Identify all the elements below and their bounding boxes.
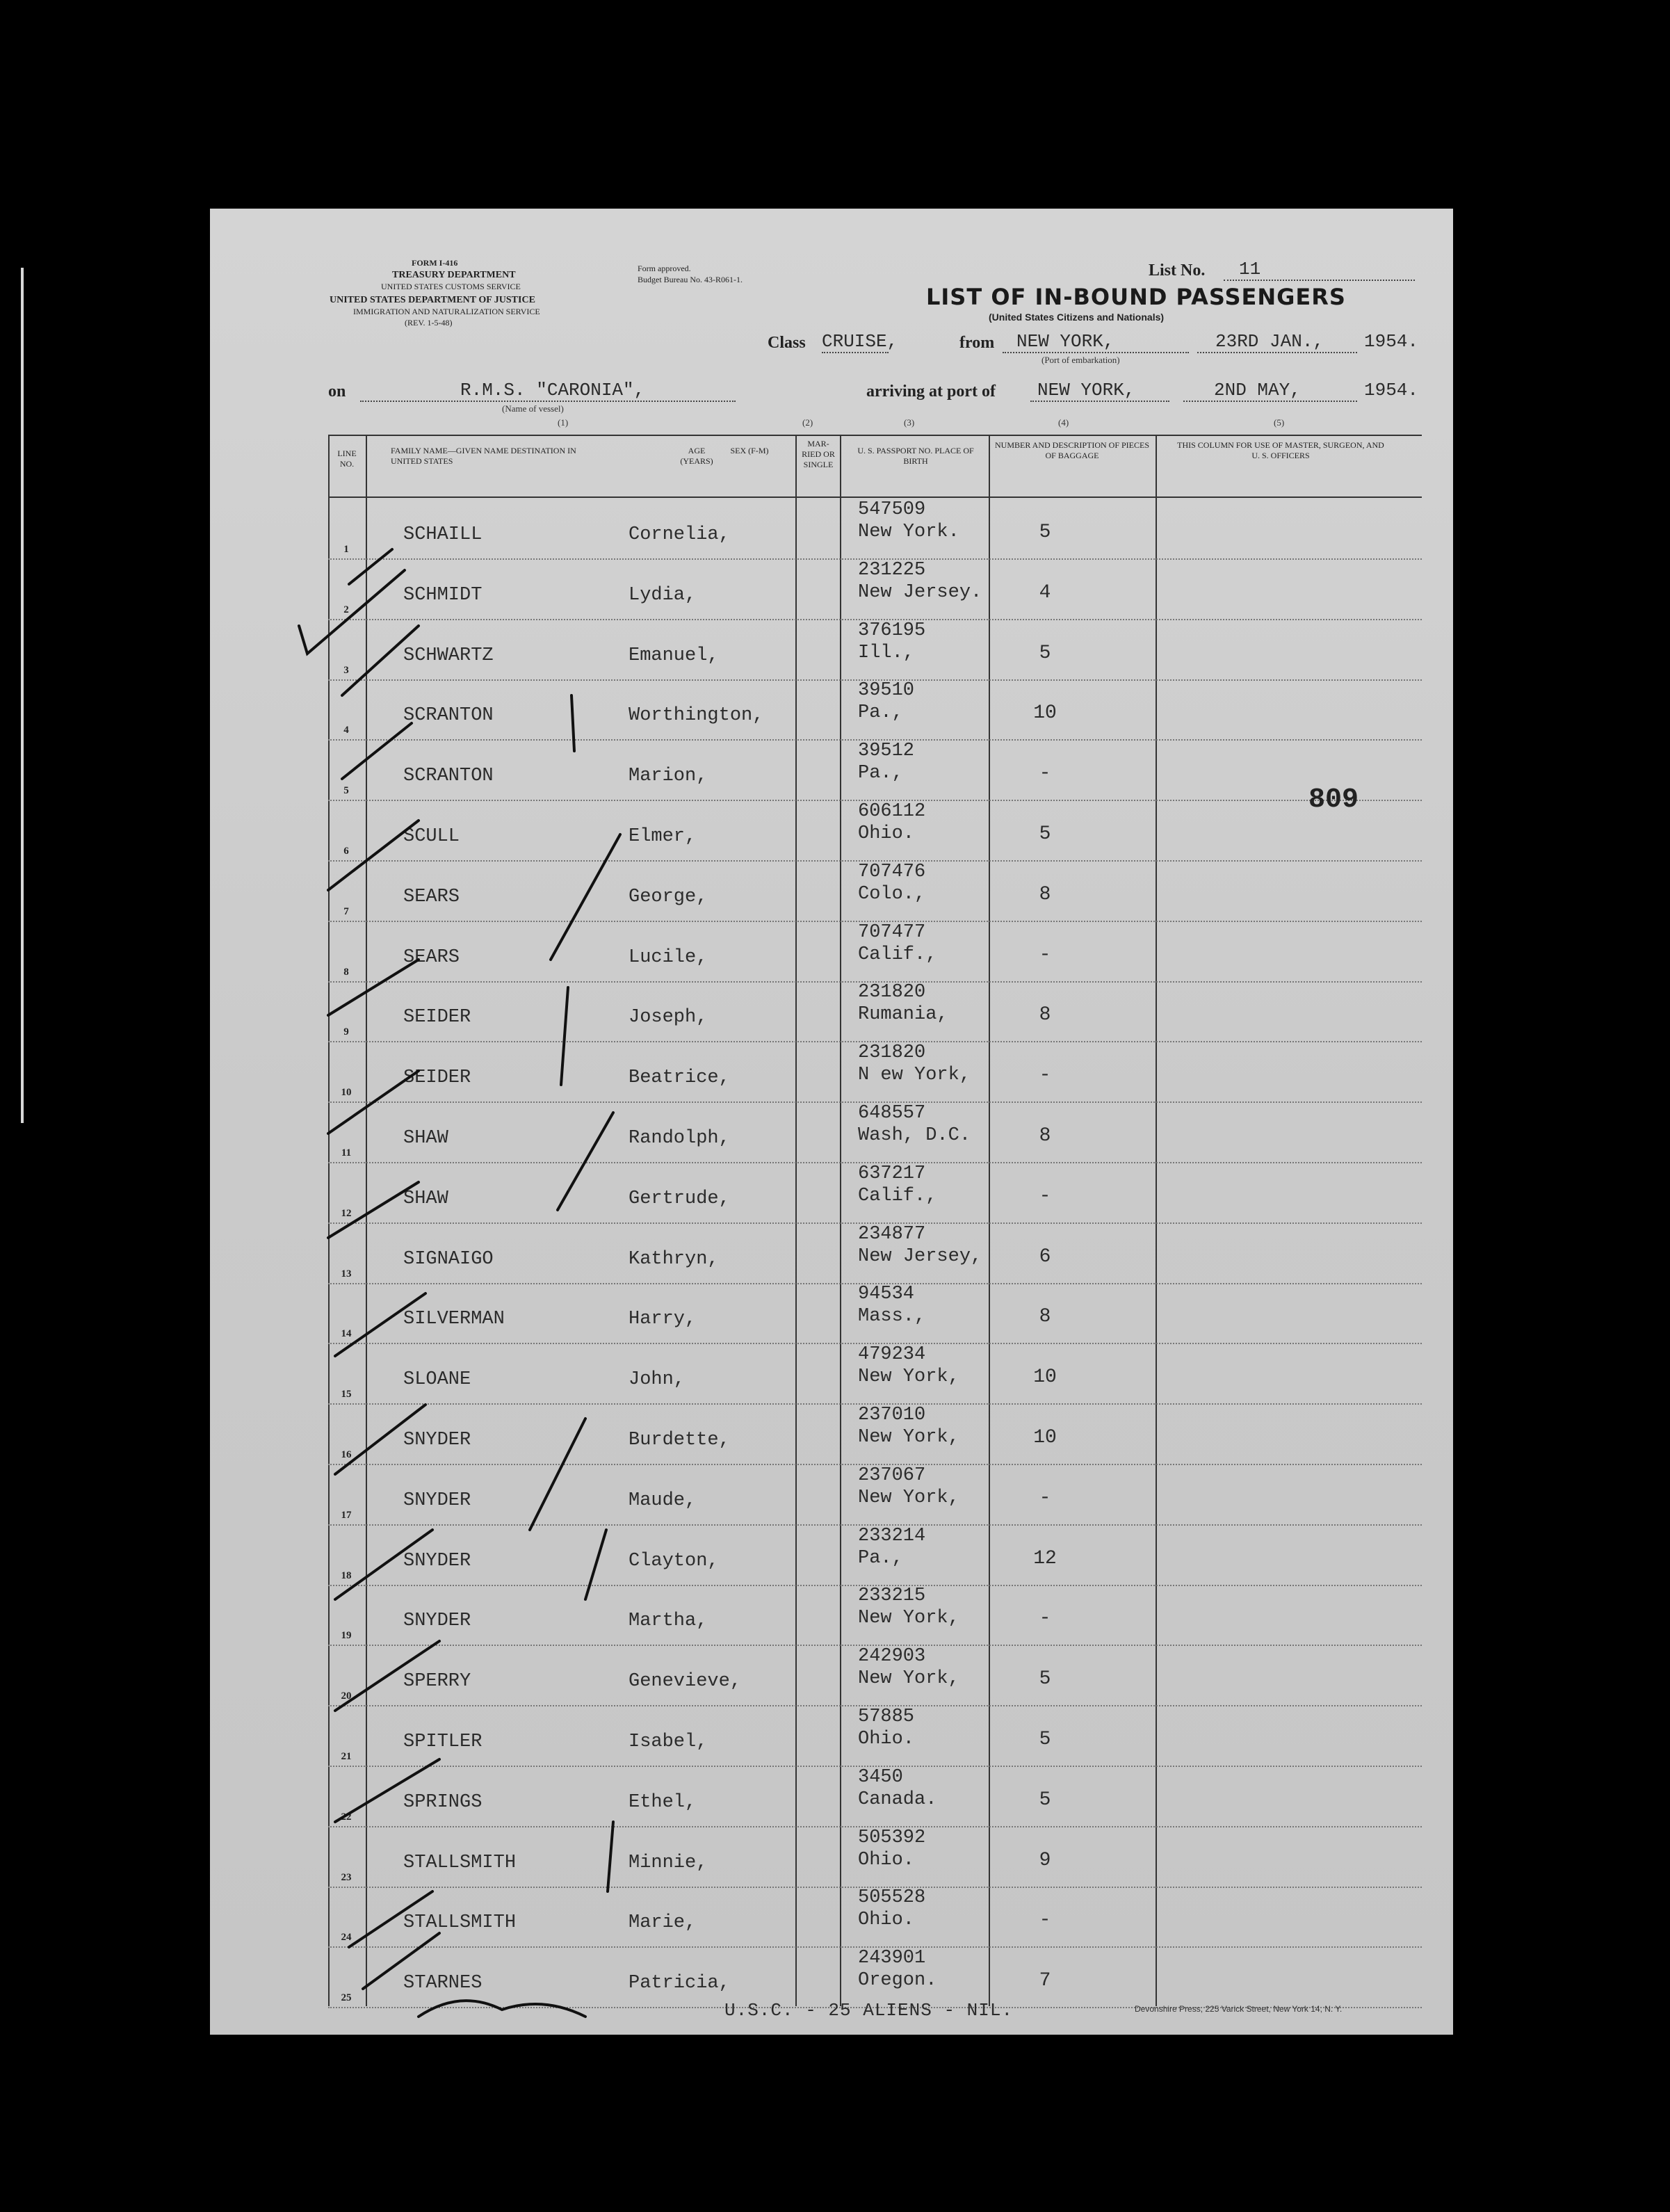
baggage-count: - bbox=[1039, 1487, 1051, 1509]
col-header-baggage: NUMBER AND DESCRIPTION OF PIECES OF BAGGAGE bbox=[994, 440, 1150, 460]
baggage-count: 5 bbox=[1039, 1668, 1051, 1690]
baggage-count: - bbox=[1039, 1608, 1051, 1630]
col-header-sex: SEX (F-M) bbox=[730, 446, 769, 455]
family-name: SNYDER bbox=[403, 1430, 471, 1451]
place-of-birth: Calif., bbox=[858, 944, 937, 965]
family-name: SEARS bbox=[403, 886, 460, 907]
table-row bbox=[328, 1645, 1422, 1706]
family-name: SNYDER bbox=[403, 1550, 471, 1572]
passport-number: 505392 bbox=[858, 1827, 926, 1848]
baggage-count: - bbox=[1039, 944, 1051, 966]
baggage-count: - bbox=[1039, 1065, 1051, 1087]
passport-number: 233214 bbox=[858, 1525, 926, 1547]
line-number: 23 bbox=[341, 1871, 352, 1883]
passport-number: 231225 bbox=[858, 559, 926, 581]
place-of-birth: New York. bbox=[858, 522, 959, 542]
passport-number: 707476 bbox=[858, 861, 926, 882]
list-no-label: List No. bbox=[1149, 261, 1206, 280]
given-name: John, bbox=[629, 1369, 686, 1391]
given-name: Minnie, bbox=[629, 1852, 708, 1873]
family-name: SPERRY bbox=[403, 1671, 471, 1693]
given-name: Ethel, bbox=[629, 1791, 697, 1813]
passport-number: 39512 bbox=[858, 741, 915, 762]
col-header-name: FAMILY NAME—GIVEN NAME DESTINATION IN UNITED STATES bbox=[391, 446, 576, 466]
passenger-table bbox=[328, 435, 1422, 2006]
line-number: 16 bbox=[341, 1449, 352, 1460]
form-approved: Form approved. bbox=[638, 264, 691, 273]
revision: (REV. 1-5-48) bbox=[405, 318, 453, 328]
depart-date: 23RD JAN., bbox=[1215, 331, 1324, 352]
ins-service: IMMIGRATION AND NATURALIZATION SERVICE bbox=[353, 307, 540, 316]
given-name: Kathryn, bbox=[629, 1248, 719, 1270]
col-header-age: AGE (YEARS) bbox=[680, 446, 713, 466]
form-number: FORM I-416 bbox=[412, 258, 458, 268]
baggage-count: 10 bbox=[1033, 1366, 1057, 1389]
col-header-line-no: LINE NO. bbox=[337, 449, 357, 469]
totals-line: U.S.C. - 25 ALIENS - NIL. bbox=[724, 2000, 1014, 2021]
passport-number: 242903 bbox=[858, 1646, 926, 1668]
place-of-birth: Ohio. bbox=[858, 823, 915, 844]
passport-number: 243901 bbox=[858, 1948, 926, 1969]
passport-number: 707477 bbox=[858, 921, 926, 943]
place-of-birth: New York, bbox=[858, 1366, 959, 1388]
printer-imprint: Devonshire Press, 225 Varick Street, New York 14, N. Y. bbox=[1135, 2004, 1343, 2014]
family-name: SHAW bbox=[403, 1128, 448, 1149]
baggage-count: 5 bbox=[1039, 1789, 1051, 1811]
line-number: 20 bbox=[341, 1690, 352, 1702]
depart-year: 1954. bbox=[1364, 331, 1419, 352]
place-of-birth: Oregon. bbox=[858, 1970, 937, 1992]
table-row bbox=[328, 1282, 1422, 1344]
given-name: Elmer, bbox=[629, 826, 697, 847]
table-row bbox=[328, 1464, 1422, 1526]
from-line bbox=[1003, 352, 1189, 353]
family-name: SCULL bbox=[403, 826, 460, 847]
baggage-count: 5 bbox=[1039, 1729, 1051, 1750]
line-number: 11 bbox=[341, 1147, 352, 1159]
baggage-count: - bbox=[1039, 763, 1051, 785]
given-name: Worthington, bbox=[629, 705, 764, 727]
passport-number: 237010 bbox=[858, 1405, 926, 1426]
table-row bbox=[328, 558, 1422, 620]
passport-number: 637217 bbox=[858, 1163, 926, 1184]
family-name: SCHAILL bbox=[403, 524, 483, 545]
line-number: 4 bbox=[343, 725, 349, 736]
family-name: SIGNAIGO bbox=[403, 1248, 494, 1270]
table-row bbox=[328, 1766, 1422, 1827]
place-of-birth: New York, bbox=[858, 1427, 959, 1448]
place-of-birth: Calif., bbox=[858, 1185, 937, 1206]
stamped-number: 809 bbox=[1308, 784, 1359, 816]
col-num-2: (2) bbox=[802, 417, 813, 428]
line-number: 21 bbox=[341, 1751, 352, 1762]
col-num-1: (1) bbox=[558, 417, 569, 428]
passport-number: 233215 bbox=[858, 1585, 926, 1607]
baggage-count: - bbox=[1039, 1910, 1051, 1932]
family-name: SCRANTON bbox=[403, 705, 494, 727]
table-row bbox=[328, 1162, 1422, 1224]
passport-number: 237067 bbox=[858, 1464, 926, 1486]
place-of-birth: New York, bbox=[858, 1668, 959, 1690]
family-name: SEIDER bbox=[403, 1007, 471, 1028]
from-value: NEW YORK, bbox=[1016, 331, 1114, 352]
list-no-line bbox=[1224, 280, 1415, 281]
family-name: SHAW bbox=[403, 1188, 448, 1209]
given-name: Beatrice, bbox=[629, 1067, 730, 1089]
vessel-name: R.M.S. "CARONIA", bbox=[460, 380, 645, 401]
baggage-count: 4 bbox=[1039, 581, 1051, 604]
line-number: 9 bbox=[343, 1026, 349, 1038]
baggage-count: 5 bbox=[1039, 642, 1051, 664]
given-name: Martha, bbox=[629, 1610, 708, 1632]
table-row bbox=[328, 1403, 1422, 1465]
given-name: Harry, bbox=[629, 1309, 697, 1330]
place-of-birth: N ew York, bbox=[858, 1065, 971, 1086]
line-number: 7 bbox=[343, 905, 349, 917]
line-number: 8 bbox=[343, 966, 349, 978]
line-number: 6 bbox=[343, 846, 349, 857]
col-num-4: (4) bbox=[1058, 417, 1069, 428]
place-of-birth: Pa., bbox=[858, 763, 903, 784]
family-name: SPITLER bbox=[403, 1731, 483, 1752]
place-of-birth: New York, bbox=[858, 1487, 959, 1508]
baggage-count: 5 bbox=[1039, 522, 1051, 543]
passport-number: 648557 bbox=[858, 1103, 926, 1124]
budget-bureau: Budget Bureau No. 43-R061-1. bbox=[638, 275, 743, 284]
film-edge-line bbox=[21, 268, 24, 1123]
passport-number: 547509 bbox=[858, 499, 926, 520]
vessel-line bbox=[360, 401, 736, 402]
line-number: 3 bbox=[343, 664, 349, 676]
depart-date-line bbox=[1197, 352, 1357, 353]
place-of-birth: Pa., bbox=[858, 1547, 903, 1569]
place-of-birth: New Jersey, bbox=[858, 1245, 982, 1267]
table-row bbox=[328, 1222, 1422, 1284]
place-of-birth: Mass., bbox=[858, 1306, 926, 1327]
line-number: 13 bbox=[341, 1268, 352, 1279]
given-name: Gertrude, bbox=[629, 1188, 730, 1209]
passport-number: 3450 bbox=[858, 1766, 903, 1788]
col-header-officers: THIS COLUMN FOR USE OF MASTER, SURGEON, AND U. S. OFFICERS bbox=[1177, 440, 1384, 460]
table-row bbox=[328, 498, 1422, 560]
line-number: 10 bbox=[341, 1087, 352, 1099]
given-name: Emanuel, bbox=[629, 645, 719, 666]
table-row bbox=[328, 980, 1422, 1042]
given-name: Joseph, bbox=[629, 1007, 708, 1028]
given-name: George, bbox=[629, 886, 708, 907]
baggage-count: 8 bbox=[1039, 1125, 1051, 1147]
place-of-birth: New York, bbox=[858, 1608, 959, 1629]
passport-number: 505528 bbox=[858, 1887, 926, 1909]
arrive-date-line bbox=[1183, 401, 1357, 402]
line-number: 19 bbox=[341, 1630, 352, 1642]
justice-dept: UNITED STATES DEPARTMENT OF JUSTICE bbox=[330, 295, 535, 305]
family-name: SCHMIDT bbox=[403, 584, 483, 606]
given-name: Randolph, bbox=[629, 1128, 730, 1149]
place-of-birth: Ohio. bbox=[858, 1729, 915, 1750]
given-name: Genevieve, bbox=[629, 1671, 742, 1693]
form-sheet bbox=[210, 209, 1453, 2035]
table-row bbox=[328, 739, 1422, 801]
baggage-count: 7 bbox=[1039, 1970, 1051, 1992]
given-name: Lucile, bbox=[629, 946, 708, 968]
baggage-count: 6 bbox=[1039, 1245, 1051, 1268]
baggage-count: 9 bbox=[1039, 1849, 1051, 1871]
family-name: STARNES bbox=[403, 1973, 483, 1994]
table-row bbox=[328, 1101, 1422, 1163]
line-number: 14 bbox=[341, 1328, 352, 1340]
passport-number: 376195 bbox=[858, 620, 926, 641]
table-row bbox=[328, 1946, 1422, 2008]
baggage-count: 12 bbox=[1033, 1547, 1057, 1569]
class-line bbox=[822, 352, 889, 353]
baggage-count: 8 bbox=[1039, 1306, 1051, 1328]
line-number: 25 bbox=[341, 1992, 352, 2004]
line-number: 5 bbox=[343, 785, 349, 797]
table-row bbox=[328, 800, 1422, 862]
table-row bbox=[328, 1826, 1422, 1888]
col-num-5: (5) bbox=[1274, 417, 1285, 428]
place-of-birth: Ohio. bbox=[858, 1849, 915, 1871]
treasury-dept: TREASURY DEPARTMENT bbox=[392, 270, 516, 280]
passport-number: 606112 bbox=[858, 801, 926, 822]
place-of-birth: Colo., bbox=[858, 883, 926, 905]
on-label: on bbox=[328, 382, 346, 401]
arrive-port-line bbox=[1030, 401, 1169, 402]
table-row bbox=[328, 1041, 1422, 1103]
given-name: Patricia, bbox=[629, 1973, 730, 1994]
given-name: Cornelia, bbox=[629, 524, 730, 545]
page-subtitle: (United States Citizens and Nationals) bbox=[989, 312, 1165, 323]
family-name: SLOANE bbox=[403, 1369, 471, 1391]
line-number: 1 bbox=[343, 544, 349, 555]
table-row bbox=[328, 1343, 1422, 1405]
given-name: Marion, bbox=[629, 766, 708, 787]
given-name: Lydia, bbox=[629, 584, 697, 606]
family-name: STALLSMITH bbox=[403, 1852, 517, 1873]
given-name: Isabel, bbox=[629, 1731, 708, 1752]
line-number: 18 bbox=[341, 1569, 352, 1581]
family-name: STALLSMITH bbox=[403, 1912, 517, 1934]
passport-number: 479234 bbox=[858, 1344, 926, 1366]
family-name: SEIDER bbox=[403, 1067, 471, 1089]
col-header-married: MAR-RIED OR SINGLE bbox=[802, 439, 835, 469]
passport-number: 231820 bbox=[858, 982, 926, 1003]
line-number: 12 bbox=[341, 1207, 352, 1219]
arrive-date: 2ND MAY, bbox=[1214, 380, 1301, 401]
family-name: SCRANTON bbox=[403, 766, 494, 787]
arriving-label: arriving at port of bbox=[866, 382, 996, 401]
embarkation-note: (Port of embarkation) bbox=[1041, 355, 1120, 365]
table-row bbox=[328, 679, 1422, 741]
place-of-birth: Wash, D.C. bbox=[858, 1125, 971, 1146]
vessel-note: (Name of vessel) bbox=[502, 403, 564, 414]
line-number: 2 bbox=[343, 604, 349, 615]
baggage-count: 10 bbox=[1033, 702, 1057, 725]
list-no-value: 11 bbox=[1239, 259, 1261, 280]
from-label: from bbox=[959, 334, 995, 352]
arrive-port: NEW YORK, bbox=[1037, 380, 1135, 401]
table-row bbox=[328, 1705, 1422, 1767]
family-name: SILVERMAN bbox=[403, 1309, 505, 1330]
place-of-birth: Ill., bbox=[858, 642, 915, 663]
place-of-birth: Pa., bbox=[858, 702, 903, 724]
place-of-birth: Canada. bbox=[858, 1789, 937, 1810]
arrive-year: 1954. bbox=[1364, 380, 1419, 401]
class-value: CRUISE, bbox=[822, 331, 898, 352]
passport-number: 57885 bbox=[858, 1706, 915, 1727]
family-name: SPRINGS bbox=[403, 1791, 483, 1813]
baggage-count: - bbox=[1039, 1185, 1051, 1207]
passport-number: 234877 bbox=[858, 1223, 926, 1245]
given-name: Maude, bbox=[629, 1490, 697, 1511]
page-title: LIST OF IN-BOUND PASSENGERS bbox=[926, 284, 1346, 310]
given-name: Marie, bbox=[629, 1912, 697, 1934]
col-header-passport: U. S. PASSPORT NO. PLACE OF BIRTH bbox=[857, 446, 974, 466]
passport-number: 94534 bbox=[858, 1284, 915, 1305]
col-num-3: (3) bbox=[904, 417, 915, 428]
family-name: SNYDER bbox=[403, 1610, 471, 1632]
table-row bbox=[328, 1886, 1422, 1948]
baggage-count: 5 bbox=[1039, 823, 1051, 845]
table-row bbox=[328, 860, 1422, 922]
line-number: 22 bbox=[341, 1811, 352, 1823]
given-name: Clayton, bbox=[629, 1550, 719, 1572]
table-row bbox=[328, 1584, 1422, 1646]
class-label: Class bbox=[768, 334, 806, 352]
passport-number: 231820 bbox=[858, 1042, 926, 1064]
given-name: Burdette, bbox=[629, 1430, 730, 1451]
customs-service: UNITED STATES CUSTOMS SERVICE bbox=[381, 282, 521, 291]
family-name: SCHWARTZ bbox=[403, 645, 494, 666]
family-name: SNYDER bbox=[403, 1490, 471, 1511]
baggage-count: 10 bbox=[1033, 1427, 1057, 1448]
place-of-birth: Ohio. bbox=[858, 1910, 915, 1931]
line-number: 17 bbox=[341, 1509, 352, 1521]
passport-number: 39510 bbox=[858, 680, 915, 702]
baggage-count: 8 bbox=[1039, 883, 1051, 905]
line-number: 15 bbox=[341, 1389, 352, 1400]
family-name: SEARS bbox=[403, 946, 460, 968]
table-top-rule bbox=[328, 435, 1422, 436]
place-of-birth: Rumania, bbox=[858, 1004, 948, 1026]
line-number: 24 bbox=[341, 1932, 352, 1944]
place-of-birth: New Jersey. bbox=[858, 581, 982, 603]
table-row bbox=[328, 921, 1422, 983]
table-row bbox=[328, 619, 1422, 681]
baggage-count: 8 bbox=[1039, 1004, 1051, 1026]
table-row bbox=[328, 1524, 1422, 1586]
